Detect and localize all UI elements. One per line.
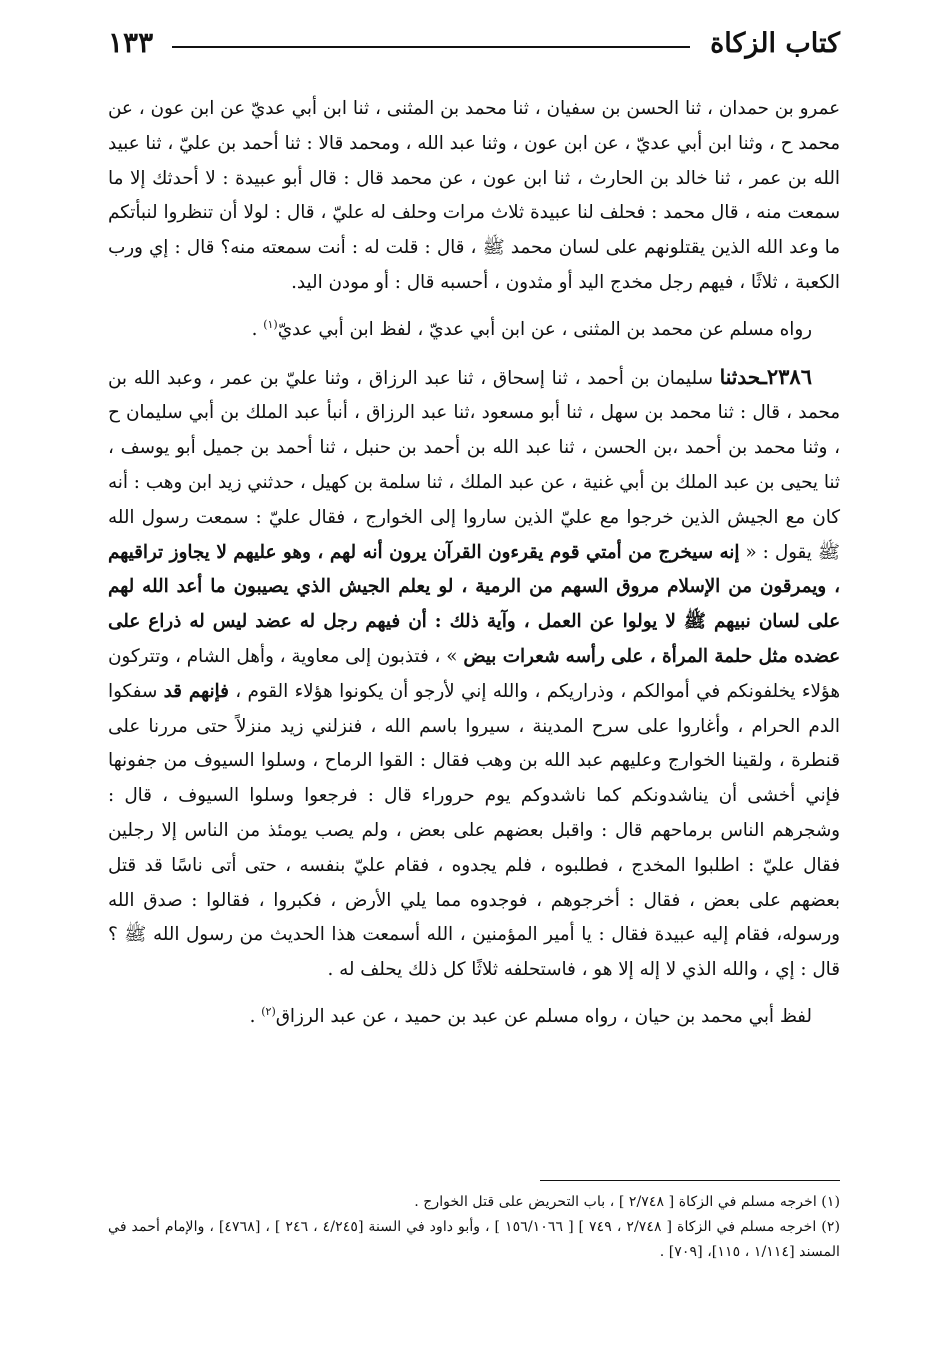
footnote-rule	[540, 1180, 840, 1181]
bold-phrase: فإنهم قد	[163, 680, 229, 702]
page-number: ١٣٣	[108, 26, 154, 59]
paragraph-2-text: رواه مسلم عن محمد بن المثنى ، عن ابن أبي عديّ ، لفظ ابن أبي عديّ	[277, 318, 812, 340]
prophetic-saying: إنه سيخرج من أمتي قوم يقرءون القرآن يرون أنه لهم ، وهو عليهم لا يجاوز تراقيهم ، ويمرقون من الإسلام مروق السهم من الرمية ، لو يعلم الجيش الذي يصيبون ما أعد الله لهم على لسان نبيهم ﷺ لا يولوا عن العمل ، وآية ذلك : أن فيهم رجل له عضد ليس له ذراع على عضده مثل حلمة المرأة ، على رأسه شعرات بيض	[108, 541, 840, 667]
footnote-ref-1: (١)	[263, 317, 278, 331]
paragraph-4-text: لفظ أبي محمد بن حيان ، رواه مسلم عن عبد بن حميد ، عن عبد الرزاق	[275, 1005, 812, 1027]
isnad-text: سليمان بن أحمد ، ثنا إسحاق ، ثنا عبد الرزاق ، وثنا عليّ بن عمر ، وعبد الله بن محمد ، قال : ثنا محمد بن سهل ، ثنا أبو مسعود ،ثنا عبد الرزاق ، أنبأ عبد الملك بن أبي سليمان ح ، وثنا محمد بن أحمد ،بن الحسن ، ثنا عبد الله بن أحمد بن حنبل ، ثنا أحمد بن جميل أبو يوسف ، ثنا يحيى بن عبد الملك بن أبي غنية ، عن عبد الملك ، ثنا سلمة بن كهيل ، حدثني زيد ابن وهب : أنه كان مع الجيش الذين خرجوا مع عليّ الذين ساروا إلى الخوارج ، فقال عليّ : سمعت رسول الله ﷺ يقول : «	[108, 367, 840, 563]
hadith-dash: ـ	[760, 363, 767, 389]
main-text	[108, 92, 840, 1035]
paragraph-2	[108, 313, 840, 348]
narration-text-2: سفكوا الدم الحرام ، وأغاروا على سرح المدينة ، سيروا باسم الله ، فنزلني زيد منزلاً حتى مررنا على قنطرة ، ولقينا الخوارج وعليهم عبد الله بن وهب فقال : القوا الرماح ، وسلوا السيوف من جفونها فإني أخشى أن يناشدونكم كما ناشدوكم يوم حروراء قال : فرجعوا وسلوا السيوف ، قال : وشجرهم الناس برماحهم قال : واقبل بعضهم على بعض ، ولم يصب يومئذ من الناس إلا رجلين فقال عليّ : اطلبوا المخدج ، فطلبوه ، فلم يجدوه ، فقام عليّ بنفسه ، حتى أتى ناسًا قد قتل بعضهم على بعض ، فقال : أخرجوهم ، فوجدوه مما يلي الأرض ، فكبروا ، فقالوا : صدق الله ورسوله، فقام إليه عبيدة فقال : يا أمير المؤمنين ، الله أسمعت هذا الحديث من رسول الله ﷺ ؟ قال : إي ، والله الذي لا إله إلا هو ، فاستحلفه ثلاثًا كل ذلك يحلف له .	[108, 680, 840, 981]
book-title: كتاب الزكاة	[710, 28, 840, 59]
narration-text-1: » ، فتذبون إلى معاوية ، وأهل الشام ، وتتركون هؤلاء يخلفونكم في أموالكم ، وذراريكم ، والله إني لأرجو أن يكونوا هؤلاء القوم ،	[108, 645, 840, 702]
hadith-2386	[108, 360, 840, 988]
footnote-1: (١) اخرجه مسلم في الزكاة [ ٢/٧٤٨ ] ، باب التحريض على قتل الخوارج .	[414, 1194, 840, 1210]
header-rule	[172, 46, 690, 48]
page-header	[108, 22, 840, 68]
footnote-ref-2: (٢)	[261, 1004, 276, 1018]
paragraph-1: عمرو بن حمدان ، ثنا الحسن بن سفيان ، ثنا محمد بن المثنى ، ثنا ابن أبي عديّ عن ابن عون ، عن محمد ح ، وثنا ابن أبي عديّ ، عن ابن عون ، وثنا عبد الله ، ومحمد قالا : ثنا أحمد بن عليّ ، ثنا عبيد الله بن عمر ، ثنا خالد بن الحارث ، ثنا ابن عون ، عن محمد قال : قال أبو عبيدة : لا أحدثك إلا ما سمعت منه ، قال محمد : فحلف لنا عبيدة ثلاث مرات وحلف له عليّ ، قال : لولا أن تنظروا لنبأتكم ما وعد الله الذين يقتلونهم على لسان محمد ﷺ ، قال : قلت له : أنت سمعته منه؟ قال : إي ورب الكعبة ، ثلاثًا ، فيهم رجل مخدج اليد أو مثدون ، أحسبه قال : أو مودن اليد.	[108, 98, 840, 293]
haddathana-word: حدثنا	[719, 364, 761, 389]
paragraph-4-end: .	[249, 1005, 262, 1027]
footnotes	[108, 1190, 840, 1265]
footnote-2: (٢) اخرجه مسلم في الزكاة [ ٢/٧٤٨ ، ٧٤٩ ] [ ١٥٦/١٠٦٦ ] ، وأبو داود في السنة [٤/٢٤٥ ، ٢٤٦ ] ، [٤٧٦٨] ، والإمام أحمد في المسند [١/١١٤ ، ١١٥]، [٧٠٩] .	[108, 1219, 840, 1260]
paragraph-4	[108, 1000, 840, 1035]
paragraph-2-end: .	[251, 318, 264, 340]
hadith-number: ٢٣٨٦	[766, 363, 812, 389]
